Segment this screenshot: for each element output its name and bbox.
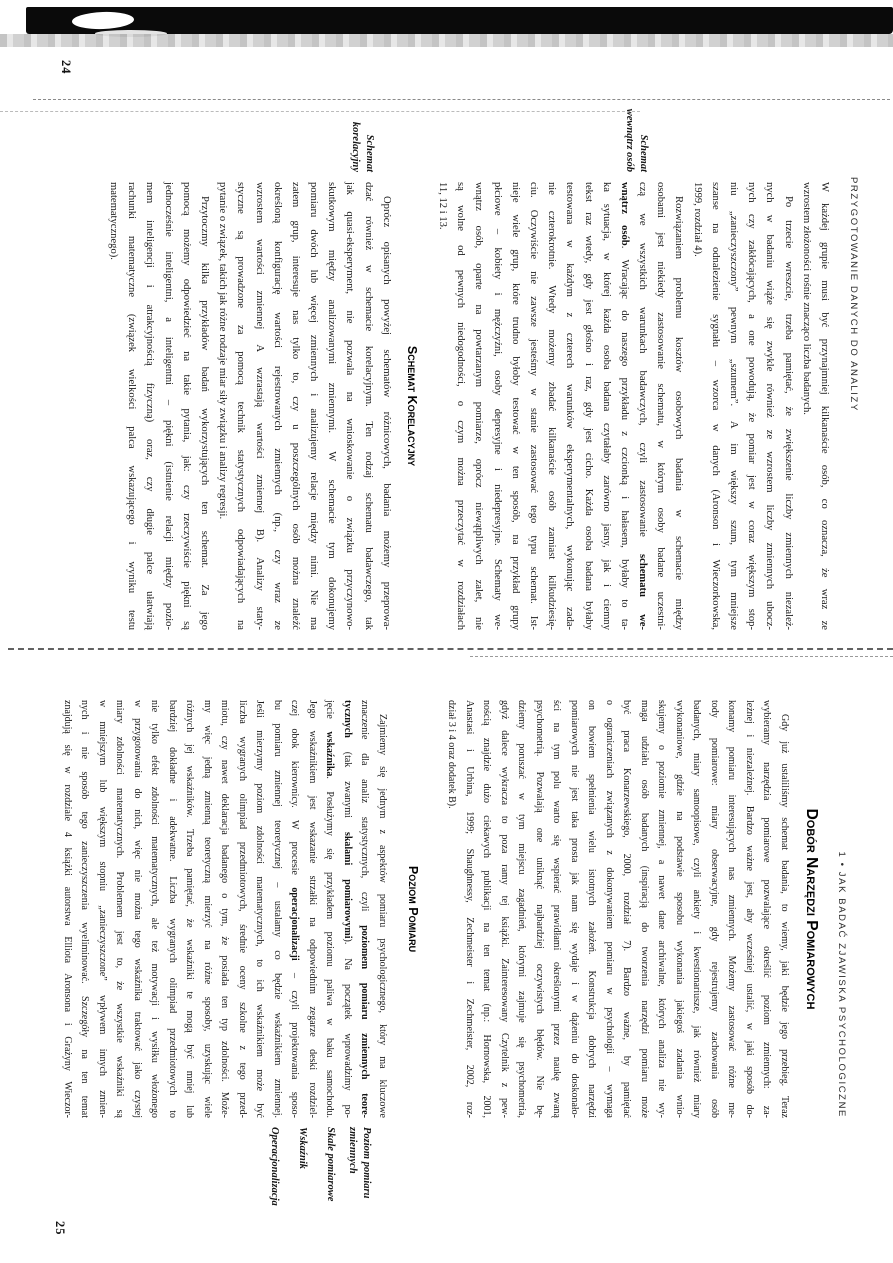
- margin-note-line: wewnątrz osób: [624, 108, 636, 172]
- text-line: Po trzecie wreszcie, trzeba pamiętać, że zwiększenie liczby zmiennych niezależ-: [782, 196, 794, 630]
- text-line: Zajmiemy się jednym z aspektów pomiaru psychologicznego, który ma kluczowe: [377, 714, 388, 1118]
- text-line: w mniejszym lub większym stopniu „zanieczyszczone” wpływem innych zmien-: [97, 700, 108, 1118]
- text-line: niu „zanieczyszczony” pewnym „szumem”. A im większy szum, tym mniejsze: [728, 182, 740, 630]
- text-line: nie tylko efekt zdolności matematycznych, ale też motywacji i wysiłku włożonego: [149, 700, 161, 1118]
- scanner-edge-strip: [26, 7, 893, 34]
- text-line: nością znajdzie dużo ciekawych publikacji na ten temat (np.: Hornowska, 2001,: [481, 700, 493, 1118]
- text-line: wzrostem złożoności rośnie znacząco liczba badanych.: [800, 182, 812, 415]
- text-line: wnątrz osób, oparte na powtarzanym pomiarze, oprócz niewątpliwych zalet, nie: [473, 182, 485, 630]
- margin-note-line: Schemat: [638, 134, 649, 172]
- text-line: styczne są prowadzone za pomocą technik statystycznych odpowiadających na: [235, 182, 247, 630]
- text-line: ka sytuacja, w której każda osoba badana czytałaby zarówno jasny, jak i ciemny: [600, 182, 612, 630]
- text-line: tycznych (tak zwanymi skalami pomiarowymi). Na początek wprowadzimy po-: [342, 700, 353, 1118]
- text-line: bu pomiaru zmiennej teoretycznej – ustalamy co będzie wskaźnikiem zmiennej.: [272, 700, 283, 1118]
- text-line: tody pomiarowe: miary obserwacyjne, gdy rejestrujemy zachowania osób: [709, 700, 720, 1118]
- text-line: w przygotowania do nich, więc nie można tego wskaźnika traktować jako czystej: [132, 700, 143, 1118]
- page-number-24: 24: [59, 60, 73, 75]
- paragraph: [104, 182, 213, 630]
- text-line: różnych jej wskaźników. Trzeba pamiętać, że wskaźniki te mogą być mniej lub: [184, 700, 196, 1118]
- page-gutter-line-1: [8, 648, 893, 650]
- page-gutter-line-2: [470, 656, 893, 657]
- paragraph: [443, 700, 793, 1118]
- text-line: skutkowym między analizowanymi zmiennymi. W schemacie tym dokonujemy: [326, 182, 338, 630]
- text-line: być praca Konarzewskiego, 2000, rozdział 7). Bardzo ważne, by pamiętać: [621, 700, 633, 1118]
- text-line: jęcie wskaźnika. Posłużymy się przykładem poziomu paliwa w baku samochodu.: [324, 700, 336, 1118]
- text-line: on bowiem spełnienia wielu istotnych założeń. Konstrukcja dobrych narzędzi: [586, 700, 598, 1118]
- text-line: osobami jest niekiedy zastosowanie schematu, w którym osoby badane uczestni-: [655, 182, 667, 630]
- text-line: nych i nie sposób tego zanieczyszczenia wyeliminować. Szczegóły na ten temat: [79, 700, 91, 1118]
- text-line: o ograniczeniach związanych z dokonywaniem pomiaru w psychologii – wymaga: [604, 700, 615, 1118]
- text-line: szanse na odnalezienie sygnału – wzorca w danych (Aronson i Wieczorkowska,: [709, 182, 721, 630]
- text-line: pomiaru dwóch lub więcej zmiennych i analizujemy relacje między nimi. Nie ma: [308, 182, 320, 630]
- text-line: Gdy już ustaliliśmy schemat badania, to wiemy, jaki będzie jego przebieg. Teraz: [779, 714, 790, 1118]
- paragraph: [433, 182, 688, 630]
- text-line: Przytoczmy kilka przykładów badań wykorzystujących ten schemat. Za jego: [199, 196, 210, 630]
- text-line: czą we wszystkich warunkach badawczych, czyli zastosowanie schematu we-: [637, 182, 649, 630]
- text-line: tekst raz wtedy, gdy jest głośno i raz, gdy jest cicho. Każda osoba badana byłaby: [582, 182, 594, 630]
- text-line: maga udziału osób badanych (inspiracją do tworzenia narzędzi pomiaru może: [639, 700, 650, 1118]
- text-line: płciowe – kobiety i mężczyźni, osoby depresyjne i niedepresyjne. Schematy we-: [491, 182, 503, 630]
- text-line: miotu, czy nawet deklaracja badanego o tym, że posiada ten typ zdolności. Może-: [219, 700, 231, 1118]
- scan-artifact-line-1: [33, 99, 890, 100]
- scan-artifact-line-2: [0, 111, 640, 112]
- text-line: są wolne od pewnych niedogodności, o czym można przeczytać w rozdziałach: [455, 182, 467, 630]
- text-line: 11, 12 i 13.: [437, 182, 449, 230]
- text-line: wykonaniowe, gdzie na podstawie sposobu wykonania jakiegoś zadania wnio-: [674, 700, 685, 1118]
- text-line: my więc jedną zmienną teoretyczną mierzyć na różne sposoby, uzyskując wiele: [202, 700, 213, 1118]
- text-line: ciu. Oczywiście nie zawsze jesteśmy w stanie zastosować tego typu schemat. Ist-: [528, 182, 539, 630]
- text-line: Anastasi i Urbina, 1999; Shaughnessy, Zechmeister i Zechmeister, 2002, roz-: [464, 700, 475, 1118]
- text-line: znajdują się w rozdziale 4 książki autorstwa Elliota Aronsona i Grażyny Wieczor-: [62, 700, 73, 1118]
- text-line: znaczenie dla analiz statystycznych, czyli poziomem pomiaru zmiennych teore-: [359, 700, 371, 1118]
- body-text-recto: [59, 700, 822, 1118]
- text-line: dziemy poruszać w tym miejscu zagadnień, którymi zajmuje się psychometria,: [516, 700, 528, 1118]
- scan-noise-band: [0, 34, 893, 47]
- text-line: pytanie o związek, takich jak różne rodzaje miar siły związku i analizy regresji.: [217, 182, 229, 520]
- text-line: Rozwiązaniem problemu kosztów osobowych badania w schemacie między: [673, 196, 685, 630]
- text-line: 1999, rozdział 4).: [691, 182, 703, 257]
- text-line: testowana w każdym z czterech warunków eksperymentalnych, wykonując zada-: [564, 182, 576, 630]
- margin-note: [296, 1127, 310, 1261]
- text-line: leżnej i niezależnej. Bardzo ważne jest, aby wcześniej ustalić, w jaki sposób do-: [744, 700, 755, 1118]
- paragraph: [59, 700, 392, 1118]
- section-heading: Schemat Korelacyjny: [404, 345, 419, 467]
- body-text-verso: [104, 182, 833, 630]
- margin-note-line: zmiennych: [347, 1127, 359, 1174]
- text-line: określoną konfigurację wartości rejestrowanych zmiennych (np., czy wraz ze: [271, 182, 283, 630]
- text-line: wybieramy narzędzia pomiarowe pozwalające określić poziom zmiennych: za-: [761, 700, 773, 1118]
- text-line: rachunki matematyczne (związek wielkości palca wskazującego i wyniku testu: [126, 182, 138, 630]
- text-line: nieje wiele grup, które trudno byłoby testować w ten sposób, na przykład grupy: [509, 182, 521, 630]
- text-line: wzrostem wartości zmiennej A wzrastają wartości zmiennej B). Analizy staty-: [253, 182, 265, 630]
- margin-note: [268, 1127, 282, 1261]
- text-line: jak quasi-eksperyment, nie pozwala na wnioskowanie o związku przyczynowo-: [344, 182, 356, 630]
- text-line: liczba wygranych olimpiad przedmiotowych, średnie oceny szkolne z tego przed-: [237, 700, 248, 1118]
- paragraph: [688, 182, 797, 630]
- text-line: wnątrz osób. Wracając do naszego przykładu z czcionką i hałasem, byłaby to ta-: [618, 182, 630, 631]
- text-line: miary zdolności matematycznych. Problemem jest to, że wszystkie wskaźniki są: [114, 700, 126, 1118]
- running-head-recto: 1 • JAK BADAĆ ZJAWISKA PSYCHOLOGICZNE: [836, 851, 847, 1118]
- text-line: badanych, miary samoopisowe, czyli ankiety i kwestionariusze, jak również miary: [691, 700, 703, 1118]
- paragraph: [213, 182, 395, 630]
- margin-note: [346, 1127, 373, 1261]
- text-line: nych w badaniu wiąże się zwykle również ze wzrostem liczby zmiennych ubocz-: [764, 182, 776, 630]
- text-line: zatem grup, interesuje nas tylko to, czy u poszczególnych osób można znaleźć: [289, 182, 301, 630]
- text-line: Jego wskaźnikiem jest wskazanie strzałki na odpowiednim zegarze deski rozdziel-: [307, 700, 318, 1118]
- margin-note-line: Schemat: [364, 134, 375, 172]
- paragraph: [797, 182, 833, 630]
- text-line: psychometrią. Pozwalają one uniknąć najbardziej oczywistych błędów. Nie bę-: [534, 700, 545, 1118]
- text-line: skujemy o poziomie zmiennej, a nawet dane archiwalne, których analiza nie wy-: [656, 700, 668, 1118]
- page-25: [0, 645, 893, 1263]
- text-line: mem inteligencji i atrakcyjnością fizyczną) oraz, czy długie palce ułatwiają: [144, 182, 156, 630]
- margin-note-line: Poziom pomiaru: [361, 1127, 372, 1199]
- text-line: czej obok kierownicy. W procesie operacjonalizacji – czyli projektowania sposo-: [289, 700, 301, 1118]
- running-head-verso: PRZYGOTOWANIE DANYCH DO ANALIZY: [848, 177, 859, 412]
- margin-note-line: Operacjonalizacja: [269, 1127, 280, 1206]
- text-line: Oprócz opisanych powyżej schematów różnicowych, badania możemy przeprowa-: [380, 196, 392, 630]
- text-line: jednocześnie inteligentni, a inteligentni – piękni (istnienie relacji między pozio-: [162, 182, 174, 630]
- margin-note: [324, 1127, 338, 1261]
- text-line: matematycznego).: [108, 182, 120, 260]
- text-line: dzać również w schemacie korelacyjnym. Ten rodzaj schematu badawczego, tak: [362, 182, 374, 630]
- text-line: pomiarowych nie jest taka prosta jak nam się wydaje i w dążeniu do doskonało-: [569, 700, 580, 1118]
- text-line: konamy pomiaru interesujących nas zmiennych. Możemy zastosować różne me-: [726, 700, 738, 1118]
- page-number-25: 25: [53, 1221, 67, 1236]
- text-line: ści na tym polu warto się wspierać prawidłami określonymi przez naukę zwaną: [551, 700, 563, 1118]
- text-line: gdyż dalece wykracza to poza ramy tej książki. Zainteresowany Czytelnik z pew-: [499, 700, 510, 1118]
- text-line: pomocą możemy odpowiedzieć na takie pytania, jak: czy rzeczywiście piękni są: [180, 182, 192, 630]
- text-line: dział 3 i 4 oraz dodatek B).: [446, 700, 458, 809]
- margin-note-line: Skale pomiarowe: [325, 1127, 336, 1202]
- text-line: nie czterokrotnie. Wtedy możemy zbadać kilkanaście osób zamiast kilkudziesię-: [546, 182, 558, 630]
- section-heading: Poziom Pomiaru: [406, 865, 420, 953]
- text-line: Jeśli mierzymy poziom zdolności matematycznych, to ich wskaźnikiem może być: [254, 700, 266, 1118]
- text-line: nych czy zakłócających, a one powodują, że pomiar jest w coraz większym stop-: [746, 182, 758, 630]
- text-line: bardziej dokładne i adekwatne. Liczba wygranych olimpiad przedmiotowych to: [167, 700, 178, 1118]
- chapter-heading: Dobór Narzędzi Pomiarowych: [803, 808, 820, 1010]
- margin-note-line: korelacyjny: [350, 121, 362, 172]
- text-line: W każdej grupie musi być przynajmniej kilkanaście osób, co oznacza, że wraz ze: [819, 182, 830, 630]
- margin-note-line: Wskaźnik: [297, 1127, 308, 1170]
